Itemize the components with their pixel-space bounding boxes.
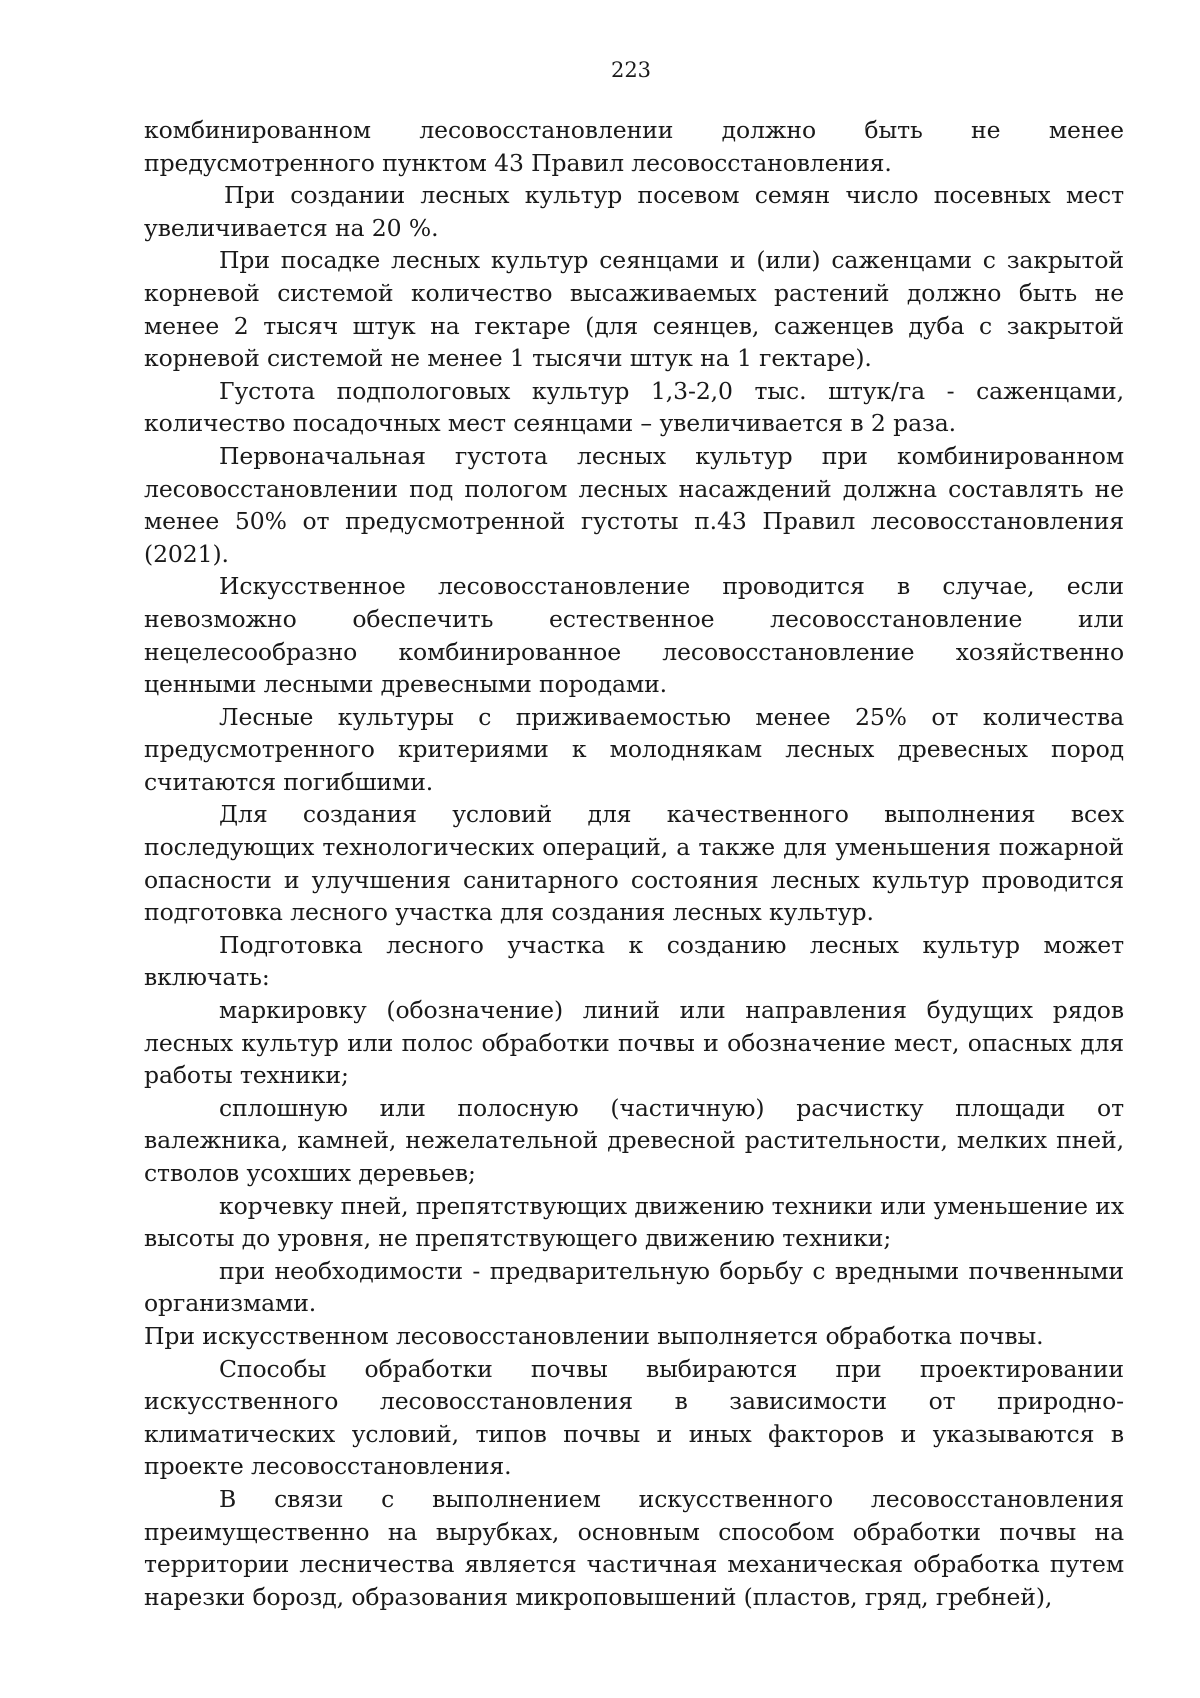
list-item-clearing: сплошную или полосную (частичную) расчистку площади от валежника, камней, нежелательной древесной растительности, мелких пней, стволов усохших деревьев; [144, 1093, 1124, 1187]
paragraph-initial-density: Первоначальная густота лесных культур при комбинированном лесовосстановлении под пологом лесных насаждений должна составлять не менее 50% от предусмотренной густоты п.43 Правил лесовосстановления (2021). [144, 441, 1124, 568]
paragraph-main-soil-method: В связи с выполнением искусственного лесовосстановления преимущественно на вырубках, основным способом обработки почвы на территории лесничества является частичная механическая обработка путем нарезки борозд, образования микроповышений (пластов, гряд, гребней), [144, 1484, 1124, 1611]
document-body [144, 114, 1124, 1613]
paragraph-artificial-reforestation: Искусственное лесовосстановление проводится в случае, если невозможно обеспечить естественное лесовосстановление или нецелесообразно комбинированное лесовосстановление хозяйственно ценными лесными древесными породами. [144, 572, 1124, 699]
list-item-marking: маркировку (обозначение) линий или направления будущих рядов лесных культур или полос обработки почвы и обозначение мест, опасных для работы техники; [144, 996, 1124, 1090]
paragraph-sowing-seeds: При создании лесных культур посевом семян число посевных мест увеличивается на 20 %. [144, 181, 1124, 242]
list-item-stump-removal: корчевку пней, препятствующих движению техники или уменьшение их высоты до уровня, не препятствующего движению техники; [144, 1191, 1125, 1253]
page-number: 223 [610, 58, 652, 82]
paragraph-underplanting-density: Густота подпологовых культур 1,3-2,0 тыс. штук/га - саженцами, количество посадочных мест сеянцами – увеличивается в 2 раза. [144, 376, 1124, 438]
paragraph-site-preparation-list-intro: Подготовка лесного участка к созданию лесных культур может включать: [144, 930, 1124, 992]
paragraph-soil-treatment: При искусственном лесовосстановлении выполняется обработка почвы. [144, 1321, 1044, 1350]
paragraph-site-preparation-purpose: Для создания условий для качественного выполнения всех последующих технологических операций, а также для уменьшения пожарной опасности и улучшения санитарного состояния лесных культур проводится подготовка лесного участка для создания лесных культур. [144, 800, 1124, 927]
paragraph-survival-rate: Лесные культуры с приживаемостью менее 25% от количества предусмотренного критериями к молоднякам лесных древесных пород считаются погибшими. [144, 702, 1124, 796]
paragraph-continuation: комбинированном лесовосстановлении должно быть не менее предусмотренного пунктом 43 Правил лесовосстановления. [144, 116, 1124, 177]
paragraph-soil-treatment-methods: Способы обработки почвы выбираются при проектировании искусственного лесовосстановления в зависимости от природно-климатических условий, типов почвы и иных факторов и указываются в проекте лесовосстановления. [144, 1354, 1124, 1481]
list-item-pest-control: при необходимости - предварительную борьбу с вредными почвенными организмами. [144, 1256, 1124, 1318]
paragraph-planting-seedlings: При посадке лесных культур сеянцами и (или) саженцами с закрытой корневой системой количество высаживаемых растений должно быть не менее 2 тысяч штук на гектаре (для сеянцев, саженцев дуба с закрытой корневой системой не менее 1 тысячи штук на 1 гектаре). [144, 246, 1124, 373]
